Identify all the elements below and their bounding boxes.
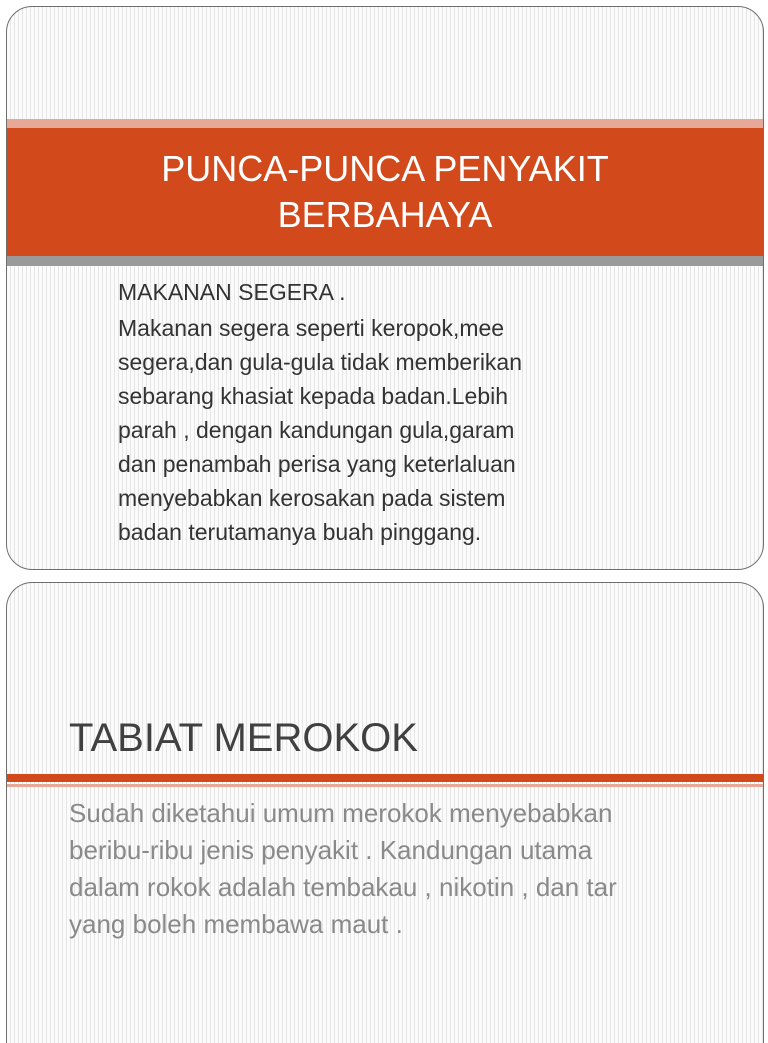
slide-title-line-2: BERBAHAYA [277, 194, 493, 235]
title-underline-bar [7, 774, 763, 782]
title-underline-thin-bar [7, 784, 763, 787]
title-top-accent-bar [7, 119, 763, 128]
title-band [7, 128, 763, 256]
slide-body [118, 275, 678, 549]
body-line: dalam rokok adalah tembakau , nikotin , dan tar [69, 872, 617, 902]
body-line: Sudah diketahui umum merokok menyebabkan [69, 798, 613, 828]
body-line: yang boleh membawa maut . [69, 909, 403, 939]
body-line: beribu-ribu jenis penyakit . Kandungan utama [69, 835, 593, 865]
section-heading: MAKANAN SEGERA . [118, 279, 346, 305]
body-paragraph [69, 795, 719, 943]
body-line: segera,dan gula-gula tidak memberikan [118, 349, 523, 375]
slide-makanan-segera [6, 6, 764, 570]
slide-title [85, 146, 685, 238]
body-line: badan terutamanya buah pinggang. [118, 519, 482, 545]
slide-title-line-1: PUNCA-PUNCA PENYAKIT [161, 148, 609, 189]
body-line: parah , dengan kandungan gula,garam [118, 417, 515, 443]
slide-title: TABIAT MEROKOK [69, 716, 418, 760]
title-bottom-gray-bar [7, 256, 763, 266]
slide-tabiat-merokok [6, 582, 764, 1043]
body-line: menyebabkan kerosakan pada sistem [118, 485, 506, 511]
body-line: sebarang khasiat kepada badan.Lebih [118, 383, 509, 409]
body-line: Makanan segera seperti keropok,mee [118, 315, 505, 341]
body-paragraph [118, 311, 678, 549]
body-line: dan penambah perisa yang keterlaluan [118, 451, 516, 477]
